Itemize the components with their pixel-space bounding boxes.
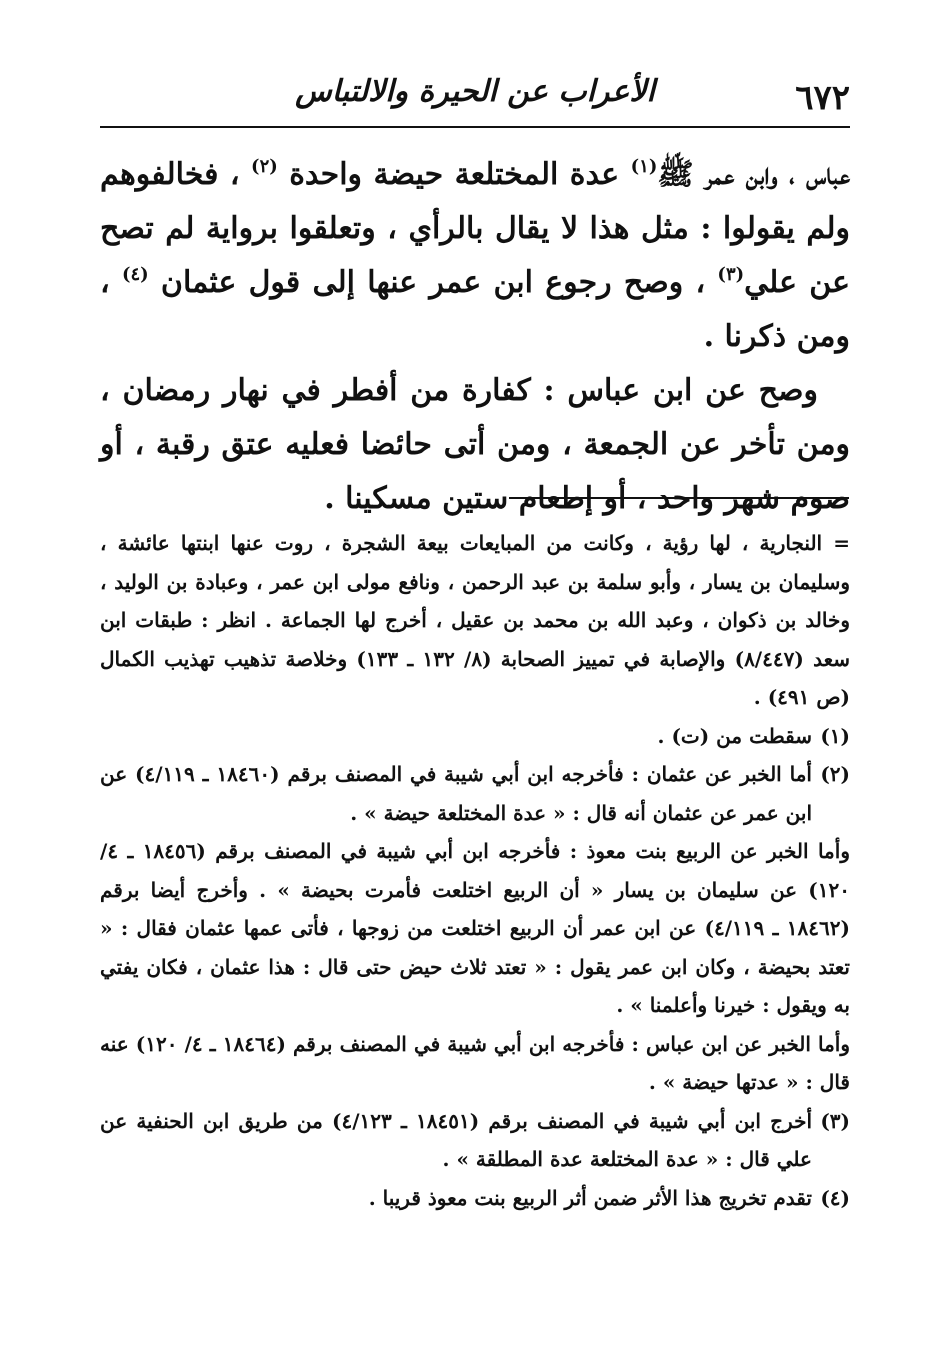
- running-title: الأعراب عن الحيرة والالتباس: [295, 74, 655, 109]
- footnote-body: [100, 755, 812, 832]
- footnote-ref-2: (٢): [251, 156, 278, 177]
- footnote-separator: [509, 497, 849, 499]
- footnote-3: [100, 1102, 850, 1179]
- footnote-text: تقدم تخريج هذا الأثر ضمن أثر الربيع بنت معوذ قريبا .: [368, 1185, 812, 1210]
- footnote-4: [100, 1179, 850, 1218]
- footnote-body: [100, 717, 812, 756]
- text-run: ، ومن ذكرنا .: [100, 265, 850, 354]
- footnote-text: سقطت من (ت) .: [657, 723, 812, 748]
- footnote-ref-3: (٣): [717, 264, 745, 285]
- footnote-text: أخرج ابن أبي شيبة في المصنف برقم (١٨٤٥١ ـ ٤/١٢٣) من طريق ابن الحنفية عن علي قال : « عدة المختلعة عدة المطلقة » .: [100, 1108, 812, 1171]
- footnote-1: [100, 717, 850, 756]
- footnotes: [100, 524, 850, 1217]
- footnote-2: [100, 755, 850, 832]
- main-paragraph-2: وصح عن ابن عباس : كفارة من أفطر في نهار رمضان ، ومن تأخر عن الجمعة ، ومن أتى حائضا فعليه عتق رقبة ، أو صوم شهر واحد ، أو إطعام ستين مسكينا .: [100, 373, 850, 516]
- text-run: عباس ، وابن عمر ﷺ: [657, 157, 850, 192]
- page-header: [100, 72, 850, 132]
- footnote-2-text-2: وأما الخبر عن الربيع بنت معوذ : فأخرجه ابن أبي شيبة في المصنف برقم (١٨٤٥٦ ـ ٤/ ١٢٠) عن سليمان بن يسار « أن الربيع اختلعت فأمرت بحيضة » . وأخرج أيضا برقم (١٨٤٦٢ ـ ٤/١١٩) عن ابن عمر أن الربيع اختلعت من زوجها ، فأتى عمها عثمان فقال : « تعتد بحيضة ، وكان ابن عمر يقول : « تعتد ثلاث حيض حتى قال : هذا عثمان ، فكان يفتي به ويقول : خيرنا وأعلمنا » .: [100, 839, 850, 1017]
- footnote-number: (٤): [820, 1185, 850, 1210]
- page-number: ٦٧٢: [795, 78, 850, 118]
- footnote-ref-4: (٤): [121, 264, 149, 285]
- footnote-body: [100, 1102, 812, 1179]
- main-paragraph-1: [100, 148, 850, 364]
- header-rule: [100, 126, 850, 128]
- footnote-number: (٢): [820, 762, 850, 786]
- footnote-text: أما الخبر عن عثمان : فأخرجه ابن أبي شيبة في المصنف برقم (١٨٤٦٠ ـ ٤/١١٩) عن ابن عمر عن عثمان أنه قال : « عدة المختلعة حيضة » .: [100, 762, 812, 825]
- text-run: عدة المختلعة حيضة واحدة: [277, 157, 631, 192]
- footnote-2-text-3: وأما الخبر عن ابن عباس : فأخرجه ابن أبي شيبة في المصنف برقم (١٨٤٦٤ ـ ٤/ ١٢٠) عنه قال : « عدتها حيضة » .: [100, 1031, 850, 1094]
- main-text: [100, 148, 850, 526]
- footnote-body: [100, 1179, 812, 1218]
- text-run: ، فخالفوهم ولم يقولوا : مثل هذا لا يقال بالرأي ، وتعلقوا برواية لم تصح عن علي: [100, 157, 850, 300]
- footnote-continuation: = النجارية ، لها رؤية ، وكانت من المبايعات بيعة الشجرة ، روت عنها ابنتها عائشة ، وسليمان بن يسار ، وأبو سلمة بن عبد الرحمن ، ونافع مولى ابن عمر ، وعبادة بن الوليد ، وخالد بن ذكوان ، وعبد الله بن محمد بن عقيل ، أخرج لها الجماعة . انظر : طبقات ابن سعد (٨/٤٤٧) والإصابة في تمييز الصحابة (٨/ ١٣٢ ـ ١٣٣) وخلاصة تذهيب تهذيب الكمال (ص ٤٩١) .: [100, 531, 850, 709]
- text-run: ، وصح رجوع ابن عمر عنها إلى قول عثمان: [148, 265, 718, 300]
- footnote-number: (٣): [820, 1108, 850, 1133]
- footnote-number: (١): [820, 723, 850, 748]
- footnote-ref-1: (١): [630, 156, 658, 177]
